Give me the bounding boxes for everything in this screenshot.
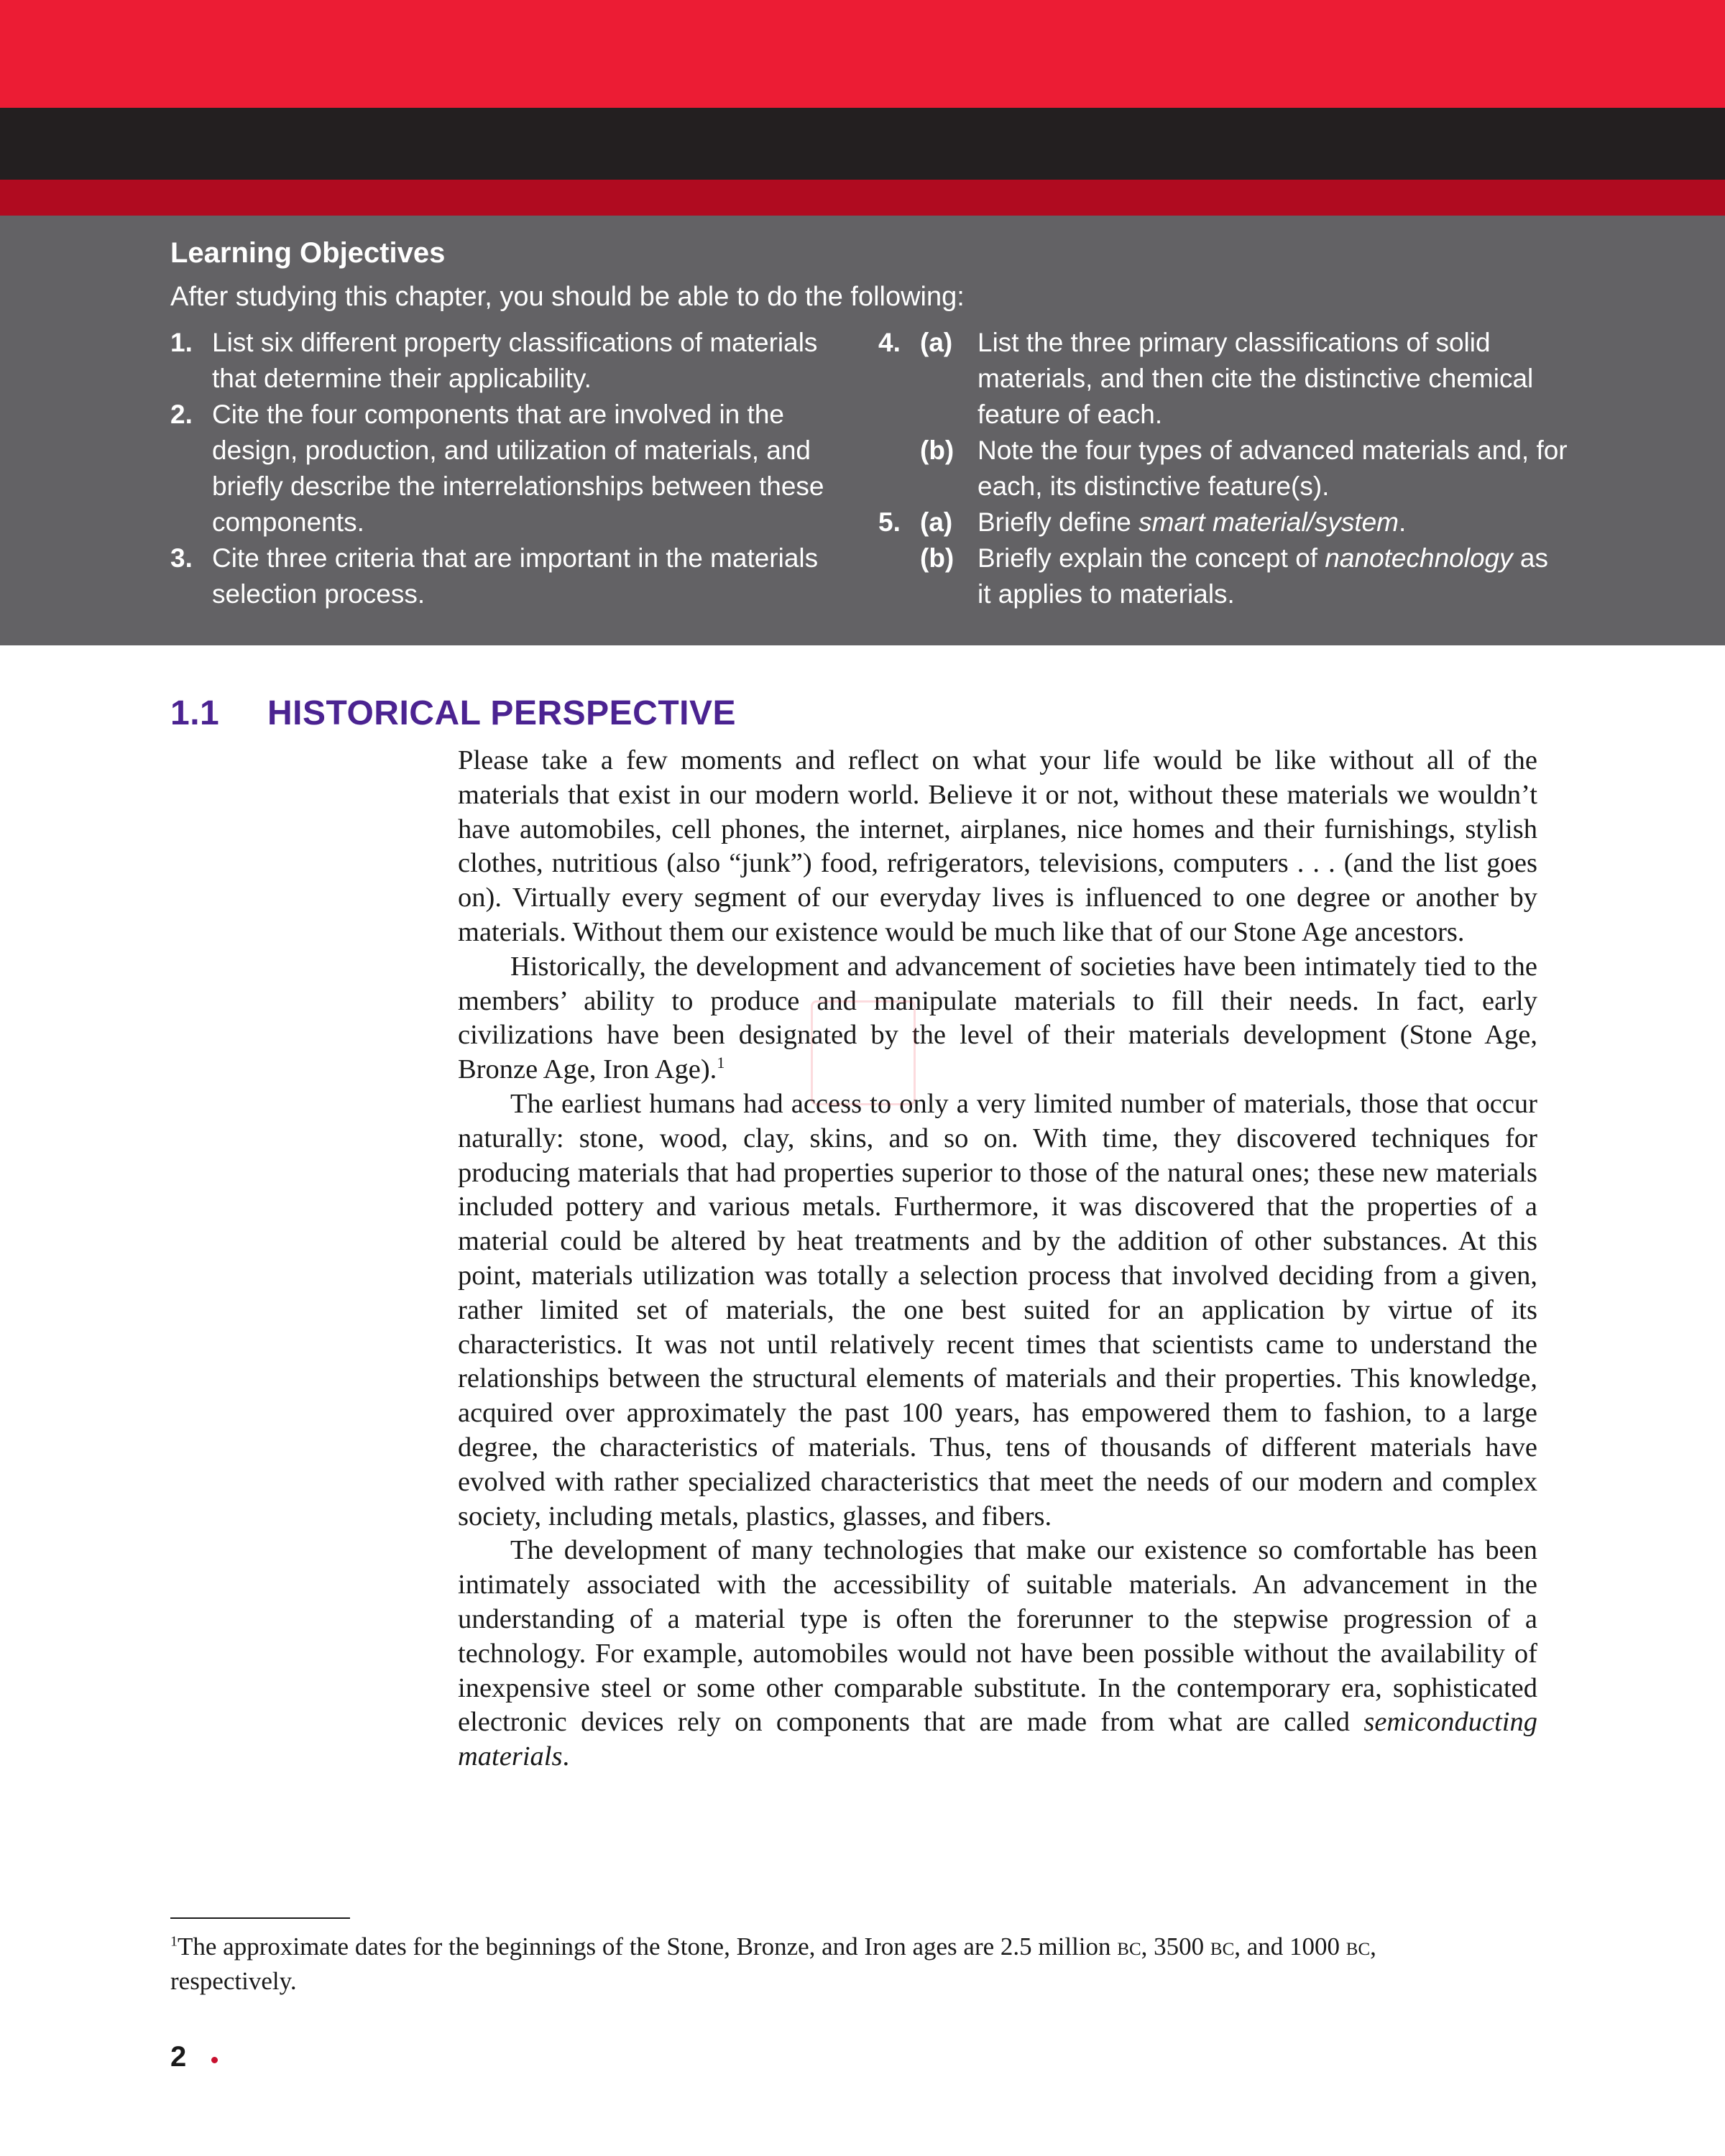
learning-objectives-title: Learning Objectives: [170, 237, 446, 269]
subitem-text: List the three primary classifications of solid materials, and then cite the distinctive chemical feature of each.: [978, 328, 1534, 429]
footnote-mark: 1: [170, 1933, 178, 1950]
footnote-era: bc: [1117, 1932, 1141, 1961]
subitem-label: (b): [920, 543, 954, 573]
footnote-reference: 1: [717, 1054, 725, 1072]
subitem-text: Note the four types of advanced materials and, for each, its distinctive feature(s).: [978, 436, 1568, 501]
objective-text: Cite the four components that are involved in the design, production, and utilization of materials, and briefly describe the interrelationships between these components.: [212, 400, 824, 537]
footnote-text: , 3500: [1141, 1932, 1210, 1961]
objective-number: 2.: [170, 400, 193, 429]
objective-number: 4.: [878, 328, 901, 357]
paragraph: [458, 950, 1537, 1087]
objectives-left-column: [170, 325, 846, 612]
objective-number: 3.: [170, 543, 193, 573]
footnote-text: The approximate dates for the beginnings of the Stone, Bronze, and Iron ages are 2.5 million: [178, 1932, 1118, 1961]
objective-subitem: [878, 325, 1568, 433]
objective-subitem: [878, 433, 1568, 505]
learning-objectives-box: [0, 216, 1725, 645]
footnote: [170, 1930, 1500, 1999]
footnote-text: , and 1000: [1234, 1932, 1346, 1961]
objectives-right-column: [878, 325, 1568, 612]
objective-text: Cite three criteria that are important in the materials selection process.: [212, 543, 819, 609]
objective-subitem: [878, 505, 1568, 540]
footnote-text: , respectively.: [170, 1932, 1376, 1995]
section-heading: [170, 694, 736, 733]
subitem-label: (b): [920, 436, 954, 465]
page-number: 2: [170, 2041, 187, 2073]
paragraph: [458, 1534, 1537, 1774]
body-text: [458, 744, 1537, 1774]
paragraph-text-end: .: [562, 1741, 570, 1772]
objective-text: List six different property classifications of materials that determine their applicability.: [212, 328, 818, 393]
objective-number: 5.: [878, 507, 901, 537]
subitem-label: (a): [920, 328, 953, 357]
section-title: HISTORICAL PERSPECTIVE: [267, 694, 737, 732]
section-number: 1.1: [170, 694, 220, 732]
paragraph-text: The development of many technologies that make our existence so comfortable has been intimately associated with the accessibility of suitable materials. An advancement in the understanding of a material type is often the forerunner to the stepwise progression of a technology. For example, automobiles would not have been possible without the availability of inexpensive steel or some other comparable substitute. In the contemporary era, sophisticated electronic devices rely on components that are made from what are called: [458, 1535, 1537, 1738]
paragraph: The earliest humans had access to only a very limited number of materials, those that occur naturally: stone, wood, clay, skins, and so on. With time, they discovered techniques for producing materials that had properties superior to those of the natural ones; these new materials included pottery and various metals. Furthermore, it was discovered that the properties of a material could be altered by heat treatments and by the addition of other substances. At this point, materials utilization was totally a selection process that involved deciding from a given, rather limited set of materials, the one best suited for an application by virtue of its characteristics. It was not until relatively recent times that scientists came to understand the relationships between the structural elements of materials and their properties. This knowledge, acquired over approximately the past 100 years, has empowered them to fashion, to a large degree, the characteristics of materials. Thus, tens of thousands of different materials have evolved with rather specialized characteristics that meet the needs of our modern and complex society, including metals, plastics, glasses, and fibers.: [458, 1088, 1537, 1531]
footnote-divider: [170, 1917, 350, 1919]
objective-item: [170, 325, 846, 397]
subitem-text-pre: Briefly explain the concept of: [978, 543, 1325, 573]
page-number-bullet: [211, 2057, 218, 2063]
objective-subitem: [878, 540, 1568, 612]
subitem-term: smart material/system: [1138, 507, 1399, 537]
objective-item-5: [878, 505, 1568, 612]
subitem-text-pre: Briefly define: [978, 507, 1139, 537]
objective-number: 1.: [170, 328, 193, 357]
subitem-text-post: as it applies to materials.: [978, 543, 1548, 609]
objective-item-4: [878, 325, 1568, 505]
objective-item: [170, 397, 846, 540]
paragraph: Please take a few moments and reflect on what your life would be like without all of the materials that exist in our modern world. Believe it or not, without these materials we wouldn’t have automobiles, cell phones, the internet, airplanes, nice homes and their furnishings, stylish clothes, nutritious (also “junk”) food, refrigerators, televisions, computers . . . (and the list goes on). Virtually every segment of our everyday lives is influenced to one degree or another by materials. Without them our existence would be much like that of our Stone Age ancestors.: [458, 745, 1537, 947]
subitem-text-post: .: [1399, 507, 1407, 537]
paragraph-text: Historically, the development and advancement of societies have been intimately tied to the members’ ability to produce and manipulate materials to fill their needs. In fact, early civilizations have been designated by the level of their materials development (Stone Age, Bronze Age, Iron Age).: [458, 951, 1537, 1085]
header-dark-band: [0, 108, 1725, 180]
footnote-era: bc: [1210, 1932, 1235, 1961]
key-term: semiconducting materials: [458, 1707, 1537, 1772]
objective-item: [170, 540, 846, 612]
subitem-label: (a): [920, 507, 953, 537]
watermark-stamp: [811, 1000, 916, 1105]
header-red-band: [0, 0, 1725, 108]
footnote-era: bc: [1346, 1932, 1371, 1961]
subitem-term: nanotechnology: [1325, 543, 1513, 573]
header-crimson-band: [0, 180, 1725, 216]
learning-objectives-intro: After studying this chapter, you should be able to do the following:: [170, 282, 965, 312]
